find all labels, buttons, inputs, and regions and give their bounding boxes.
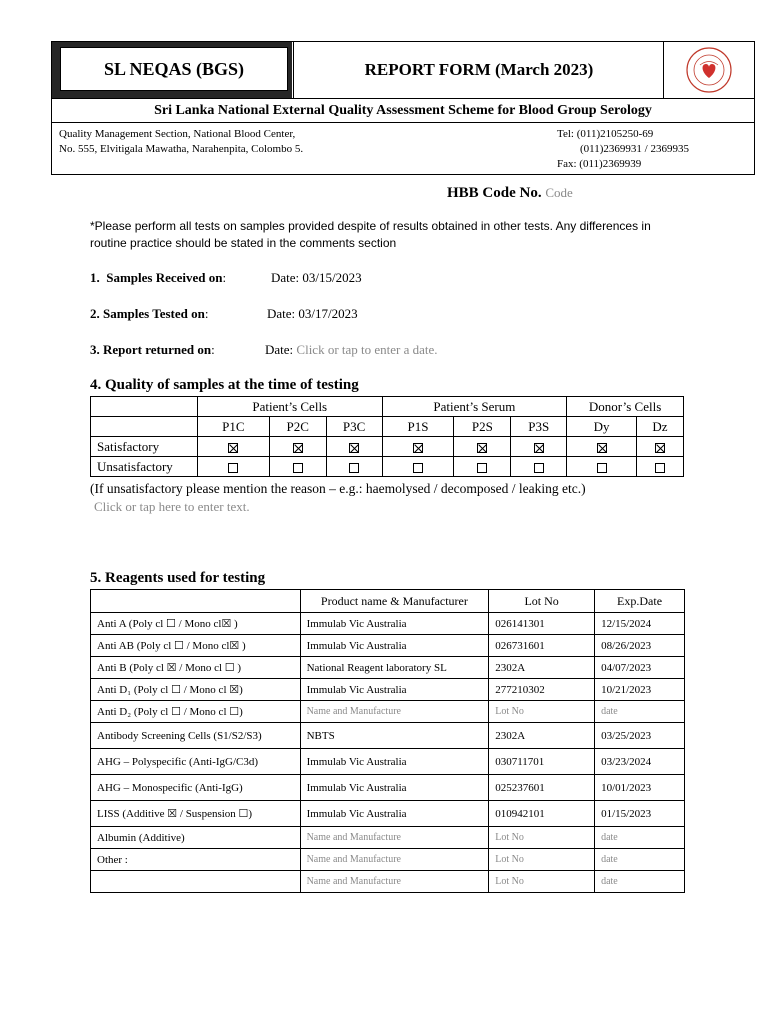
product-name: Immulab Vic Australia [300, 749, 489, 775]
reagent-name: Anti D₂ (Poly cl ☐ / Mono cl ☐) [91, 701, 301, 723]
reagent-name: Other : [91, 849, 301, 871]
lot-input[interactable]: Lot No [489, 871, 595, 893]
reagent-name [91, 871, 301, 893]
expiry-date: 03/25/2023 [595, 723, 685, 749]
reagent-row [91, 749, 685, 775]
quality-checkbox-cell [637, 437, 684, 457]
scheme-name: Sri Lanka National External Quality Assessment Scheme for Blood Group Serology [52, 99, 754, 123]
column-header: P1C [197, 417, 269, 437]
question-number: 1 [90, 270, 97, 285]
unchecked-checkbox[interactable] [413, 463, 423, 473]
reagent-row [91, 849, 685, 871]
tested-date-value[interactable]: 03/17/2023 [298, 306, 358, 321]
checked-checkbox[interactable] [228, 443, 238, 453]
blood-service-seal-icon [664, 42, 755, 98]
quality-section-title: 4. Quality of samples at the time of testing [90, 377, 359, 393]
hbb-code-label: HBB Code No. [447, 185, 542, 201]
product-name: National Reagent laboratory SL [300, 657, 489, 679]
product-name: Immulab Vic Australia [300, 775, 489, 801]
reagents-section-title: 5. Reagents used for testing [90, 570, 266, 586]
column-header: Dy [567, 417, 637, 437]
hbb-code-input[interactable]: Code [545, 185, 573, 200]
report-title: REPORT FORM (March 2023) [293, 42, 664, 98]
quality-checkbox-cell [326, 437, 382, 457]
reagent-name: Anti D₁ (Poly cl ☐ / Mono cl ☒) [91, 679, 301, 701]
reagent-row [91, 613, 685, 635]
reagent-row [91, 657, 685, 679]
product-name: Immulab Vic Australia [300, 613, 489, 635]
question-samples-tested: 2. Samples Tested on: [90, 306, 209, 321]
reagent-row [91, 635, 685, 657]
expiry-date: 12/15/2024 [595, 613, 685, 635]
reagents-header-row [91, 590, 685, 613]
unchecked-checkbox[interactable] [597, 463, 607, 473]
product-name: NBTS [300, 723, 489, 749]
column-header: P1S [382, 417, 454, 437]
column-header: P3S [511, 417, 567, 437]
lot-number: 010942101 [489, 801, 595, 827]
received-date-value[interactable]: 03/15/2023 [302, 270, 362, 285]
returned-date-input[interactable]: Click or tap to enter a date. [296, 342, 438, 357]
group-patients-serum: Patient’s Serum [382, 397, 567, 417]
reagent-row [91, 871, 685, 893]
fax-number: Fax: (011)2369939 [557, 158, 642, 170]
quality-checkbox-cell [567, 437, 637, 457]
row-label: Unsatisfactory [91, 457, 198, 477]
quality-checkbox-cell [269, 437, 326, 457]
question-report-returned: 3. Report returned on: [90, 342, 215, 357]
checked-checkbox[interactable] [413, 443, 423, 453]
date-input[interactable]: date [595, 849, 685, 871]
lot-number: 277210302 [489, 679, 595, 701]
expiry-date: 10/21/2023 [595, 679, 685, 701]
instructions-note: *Please perform all tests on samples provided despite of results obtained in other tests. Any differences in routine practice should be stated in the comments section [90, 219, 651, 250]
product-input[interactable]: Name and Manufacture [300, 827, 489, 849]
date-input[interactable]: date [595, 871, 685, 893]
column-header: P2S [454, 417, 511, 437]
lot-number: 2302A [489, 657, 595, 679]
unchecked-checkbox[interactable] [349, 463, 359, 473]
column-header: P2C [269, 417, 326, 437]
quality-checkbox-cell [382, 437, 454, 457]
expiry-date: 04/07/2023 [595, 657, 685, 679]
telephone-primary: Tel: (011)2105250-69 [557, 128, 654, 140]
reagent-name: Albumin (Additive) [91, 827, 301, 849]
unchecked-checkbox[interactable] [293, 463, 303, 473]
quality-checkbox-cell [269, 457, 326, 477]
column-header: P3C [326, 417, 382, 437]
tested-date-field[interactable]: Date: 03/17/2023 [267, 306, 358, 321]
lot-input[interactable]: Lot No [489, 827, 595, 849]
reagent-name: Anti B (Poly cl ☒ / Mono cl ☐ ) [91, 657, 301, 679]
quality-checkbox-cell [454, 437, 511, 457]
checked-checkbox[interactable] [655, 443, 665, 453]
quality-checkbox-cell [454, 457, 511, 477]
column-header: Lot No [489, 590, 595, 613]
reagent-row [91, 775, 685, 801]
quality-checkbox-cell [511, 437, 567, 457]
date-input[interactable]: date [595, 827, 685, 849]
address-line: Quality Management Section, National Blood Center, [59, 128, 296, 140]
quality-checkbox-cell [197, 437, 269, 457]
expiry-date: 01/15/2023 [595, 801, 685, 827]
product-input[interactable]: Name and Manufacture [300, 701, 489, 723]
logo-cell [663, 42, 755, 98]
lot-number: 2302A [489, 723, 595, 749]
address-block [59, 127, 303, 157]
lot-input[interactable]: Lot No [489, 849, 595, 871]
checked-checkbox[interactable] [349, 443, 359, 453]
reagents-table [90, 589, 685, 893]
program-title-cell [52, 42, 292, 98]
reagent-row [91, 679, 685, 701]
lot-number: 026141301 [489, 613, 595, 635]
product-input[interactable]: Name and Manufacture [300, 871, 489, 893]
question-number: 2. [90, 306, 100, 321]
product-name: Immulab Vic Australia [300, 801, 489, 827]
quality-checkbox-cell [511, 457, 567, 477]
lot-number: 026731601 [489, 635, 595, 657]
product-name: Immulab Vic Australia [300, 679, 489, 701]
received-date-field[interactable]: Date: 03/15/2023 [271, 270, 362, 285]
address-line: No. 555, Elvitigala Mawatha, Narahenpita, Colombo 5. [59, 143, 304, 155]
program-title: SL NEQAS (BGS) [60, 47, 288, 91]
reagent-name: LISS (Additive ☒ / Suspension ☐) [91, 801, 301, 827]
group-patients-cells: Patient’s Cells [197, 397, 382, 417]
reason-text-input[interactable]: Click or tap here to enter text. [94, 499, 250, 514]
lot-number: 025237601 [489, 775, 595, 801]
contact-block [557, 127, 689, 172]
quality-checkbox-cell [326, 457, 382, 477]
unsatisfactory-reason-note: (If unsatisfactory please mention the reason – e.g.: haemolysed / decomposed / leaking etc.) [90, 481, 586, 496]
group-header-row [91, 397, 684, 417]
unchecked-checkbox[interactable] [655, 463, 665, 473]
lot-number: 030711701 [489, 749, 595, 775]
quality-checkbox-cell [637, 457, 684, 477]
reagent-row [91, 801, 685, 827]
unchecked-checkbox[interactable] [534, 463, 544, 473]
reagent-name: Antibody Screening Cells (S1/S2/S3) [91, 723, 301, 749]
question-label: Samples Received on [106, 270, 223, 285]
date-input[interactable]: date [595, 701, 685, 723]
row-label: Satisfactory [91, 437, 198, 457]
column-header-row [91, 417, 684, 437]
checked-checkbox[interactable] [477, 443, 487, 453]
unsatisfactory-row [91, 457, 684, 477]
expiry-date: 08/26/2023 [595, 635, 685, 657]
question-samples-received: 1. Samples Received on: [90, 270, 227, 285]
quality-checkbox-cell [197, 457, 269, 477]
hbb-code-field[interactable] [447, 185, 573, 202]
header-top-row [52, 42, 754, 99]
reagent-name: Anti AB (Poly cl ☐ / Mono cl☒ ) [91, 635, 301, 657]
question-label: Samples Tested on [103, 306, 205, 321]
quality-checkbox-cell [567, 457, 637, 477]
telephone-secondary: (011)2369931 / 2369935 [580, 143, 689, 155]
expiry-date: 03/23/2024 [595, 749, 685, 775]
reagent-row [91, 723, 685, 749]
reagent-name: AHG – Polyspecific (Anti-IgG/C3d) [91, 749, 301, 775]
reagent-name: Anti A (Poly cl ☐ / Mono cl☒ ) [91, 613, 301, 635]
product-name: Immulab Vic Australia [300, 635, 489, 657]
product-input[interactable]: Name and Manufacture [300, 849, 489, 871]
expiry-date: 10/01/2023 [595, 775, 685, 801]
checked-checkbox[interactable] [597, 443, 607, 453]
question-number: 3 [90, 342, 97, 357]
reagent-row [91, 701, 685, 723]
column-header: Product name & Manufacturer [300, 590, 489, 613]
checked-checkbox[interactable] [534, 443, 544, 453]
column-header: Dz [637, 417, 684, 437]
column-header: Exp.Date [595, 590, 685, 613]
lot-input[interactable]: Lot No [489, 701, 595, 723]
unchecked-checkbox[interactable] [228, 463, 238, 473]
sample-quality-table [90, 396, 684, 477]
checked-checkbox[interactable] [293, 443, 303, 453]
form-header [51, 41, 755, 175]
quality-checkbox-cell [382, 457, 454, 477]
question-label: Report returned on [103, 342, 212, 357]
satisfactory-row [91, 437, 684, 457]
unchecked-checkbox[interactable] [477, 463, 487, 473]
reagent-name: AHG – Monospecific (Anti-IgG) [91, 775, 301, 801]
returned-date-field[interactable]: Date: Click or tap to enter a date. [265, 342, 438, 357]
reagent-row [91, 827, 685, 849]
group-donors-cells: Donor’s Cells [567, 397, 684, 417]
